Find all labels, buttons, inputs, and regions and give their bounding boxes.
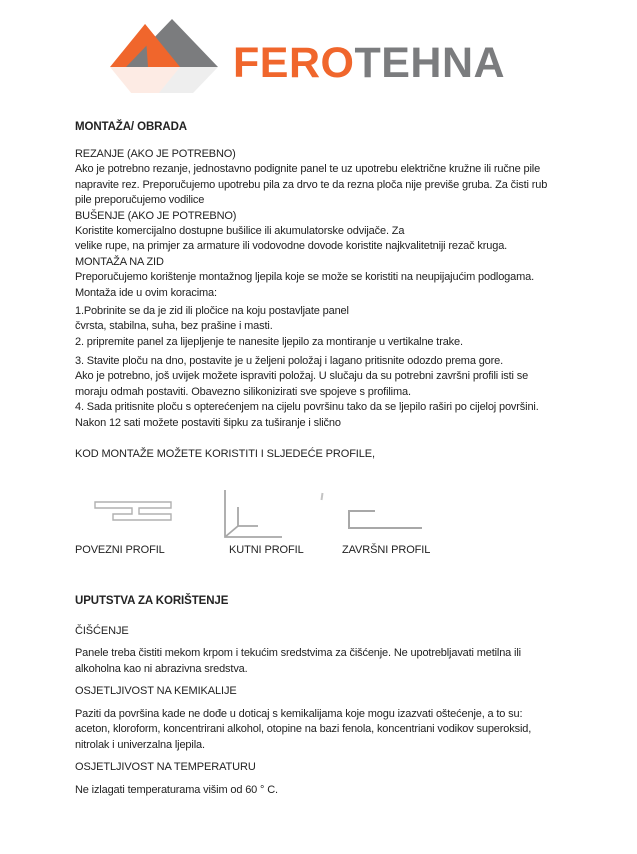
brand-wordmark (233, 39, 506, 87)
h-connector-profile-icon (94, 501, 174, 528)
profile-label: ZAVRŠNI PROFIL (342, 544, 431, 556)
text-line: nitrolak i univerzalna ljepila. (75, 738, 205, 751)
text-line: napravite rez. Preporučujemo upotrebu pila za drvo te da rezna ploča nije previše gruba. Za čisti rub (75, 178, 548, 191)
text-line: moraju odmah postaviti. Obavezno silikonizirati sve spojeve s profilima. (75, 385, 411, 398)
text-line: MONTAŽA NA ZID (75, 255, 164, 268)
subsection-heading-ciscenje: ČIŠĆENJE (75, 624, 129, 637)
text-line: Panele treba čistiti mekom krpom i tekućim sredstvima za čišćenje. Ne upotrebljavati metilna ili (75, 647, 521, 659)
text-line: alkoholna kao ni abrazivna sredstva. (75, 662, 248, 675)
text-line: Paziti da površina kade ne dođe u doticaj s kemikalijama koje mogu izazvati oštećenje, a to su: (75, 707, 523, 720)
brand-tehna: TEHNA (354, 39, 506, 87)
page-title: MONTAŽA/ OBRADA (75, 121, 187, 133)
text-line: Ako je potrebno rezanje, jednostavno podignite panel te uz upotrebu električne kružne ili ručne pile (75, 163, 541, 176)
text-line: Preporučujemo korištenje montažnog ljepila koje se može se koristiti na neupijajućim podlogama. (75, 271, 534, 284)
profile-labels-row (0, 544, 637, 560)
text-line: aceton, kloroform, koncentrirani alkohol, otopine na bazi fenola, koncentriani vodikov superoksid, (75, 723, 532, 735)
profiles-heading: KOD MONTAŽE MOŽETE KORISTITI I SLJEDEĆE PROFILE, (75, 448, 375, 460)
end-profile-icon (345, 508, 425, 537)
mountains-logo-icon (98, 13, 233, 93)
usage-title: UPUTSTVA ZA KORIŠTENJE (75, 595, 229, 607)
ciscenje-paragraph (75, 646, 531, 677)
text-line: REZANJE (AKO JE POTREBNO) (75, 148, 236, 160)
brand-fero: FERO (233, 39, 355, 87)
logo (98, 13, 505, 93)
text-line: Ako je potrebno, još uvijek možete ispraviti položaj. U slučaju da su potrebni završni profili isti se (75, 370, 529, 383)
text-line: čvrsta, stabilna, suha, bez prašine i masti. (75, 320, 273, 333)
stray-mark-icon (321, 493, 324, 500)
kemikalije-paragraph (75, 707, 531, 754)
text-line: pile preporučujemo vodilice (75, 194, 205, 207)
text-line: Montaža ide u ovim koracima: (75, 286, 217, 299)
montaza-text-block-3 (75, 354, 539, 431)
montaza-text-block-1 (75, 147, 547, 301)
text-line: Nakon 12 sati možete postaviti šipku za tuširanje i slično (75, 416, 341, 429)
text-line: Ne izlagati temperaturama višim od 60 ° C. (75, 783, 278, 796)
text-line: Koristite komercijalno dostupne bušilice ili akumulatorske odvijače. Za (75, 225, 405, 238)
text-line: 2. pripremite panel za lijepljenje te nanesite ljepilo za montiranje u vertikalne trake. (75, 335, 463, 348)
profile-label: POVEZNI PROFIL (75, 544, 165, 556)
text-line: 3. Stavite ploču na dno, postavite je u željeni položaj i lagano pritisnite odozdo prema gore. (75, 355, 504, 367)
text-line: velike rupe, na primjer za armature ili vodovodne dovode koristite najkvalitetniji rezač kruga. (75, 240, 508, 253)
text-line: BUŠENJE (AKO JE POTREBNO) (75, 209, 237, 222)
subsection-heading-kemikalije: OSJETLJIVOST NA KEMIKALIJE (75, 685, 237, 697)
montaza-text-block-2 (75, 304, 463, 350)
text-line: 4. Sada pritisnite ploču s opterećenjem na cijelu površinu tako da se ljepilo raširi po cijeloj površini. (75, 401, 539, 414)
text-line: 1.Pobrinite se da je zid ili pločice na koju postavljate panel (75, 305, 349, 317)
profile-label: KUTNI PROFIL (229, 544, 304, 556)
usage-section (75, 594, 531, 805)
subsection-heading-temperatura: OSJETLJIVOST NA TEMPERATURU (75, 761, 256, 773)
corner-profile-icon (221, 488, 286, 545)
temperatura-paragraph (75, 783, 531, 799)
